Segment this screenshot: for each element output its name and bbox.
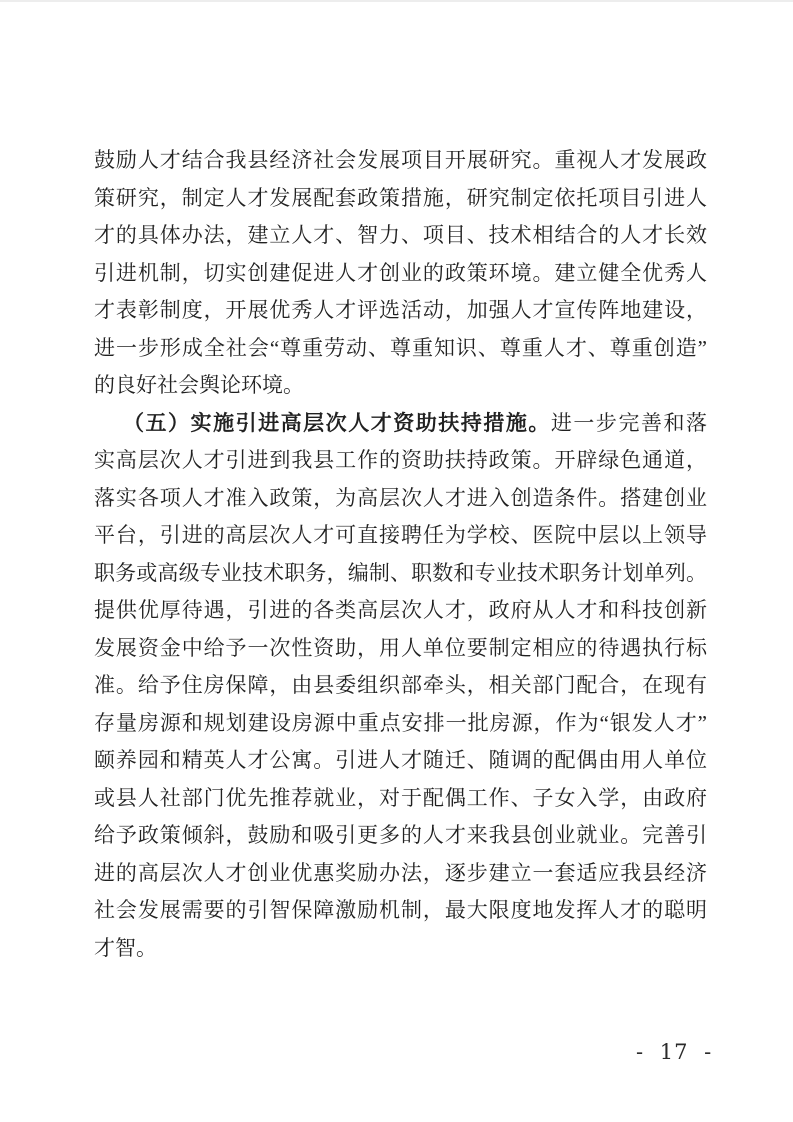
paragraph-line: 准。给予住房保障，由县委组织部牵头，相关部门配合，在现有 (94, 673, 707, 697)
paragraph-last-line: 的良好社会舆论环境。 (94, 373, 304, 397)
scan-edge-artifact (0, 0, 793, 2)
paragraph-line: 落实各项人才准入政策，为高层次人才进入创造条件。搭建创业 (94, 485, 707, 510)
body-text (94, 142, 707, 967)
paragraph-line: 鼓励人才结合我县经济社会发展项目开展研究。重视人才发展政 (94, 148, 707, 172)
paragraph-line: 平台，引进的高层次人才可直接聘任为学校、医院中层以上领导 (94, 523, 707, 547)
paragraph-line: 提供优厚待遇，引进的各类高层次人才，政府从人才和科技创新 (94, 598, 707, 622)
section-heading: （五）实施引进高层次人才资助扶持措施。 (123, 410, 551, 435)
paragraph-line: 职务或高级专业技术职务，编制、职数和专业技术职务计划单列。 (94, 560, 707, 585)
paragraph-line: 社会发展需要的引智保障激励机制，最大限度地发挥人才的聪明 (94, 898, 707, 922)
page-number: - 17 - (636, 1040, 713, 1064)
body-text-run: 进一步完善和落 (550, 410, 708, 435)
paragraph-line: 或县人社部门优先推荐就业，对于配偶工作、子女入学，由政府 (94, 785, 707, 810)
paragraph-line: 实高层次人才引进到我县工作的资助扶持政策。开辟绿色通道， (94, 448, 707, 472)
section-heading-line (94, 405, 707, 443)
paragraph-line: 策研究，制定人才发展配套政策措施，研究制定依托项目引进人 (94, 185, 707, 210)
paragraph-line: 进一步形成全社会“尊重劳动、尊重知识、尊重人才、尊重创造” (94, 335, 707, 360)
paragraph-line: 存量房源和规划建设房源中重点安排一批房源，作为“银发人才” (94, 710, 707, 735)
paragraph-line: 才表彰制度，开展优秀人才评选活动，加强人才宣传阵地建设， (94, 298, 707, 322)
paragraph-line: 才的具体办法，建立人才、智力、项目、技术相结合的人才长效 (94, 223, 707, 247)
paragraph-line: 引进机制，切实创建促进人才创业的政策环境。建立健全优秀人 (94, 260, 707, 285)
paragraph-line: 发展资金中给予一次性资助，用人单位要制定相应的待遇执行标 (94, 635, 707, 660)
paragraph-line: 颐养园和精英人才公寓。引进人才随迁、随调的配偶由用人单位 (94, 748, 707, 772)
paragraph-line: 进的高层次人才创业优惠奖励办法，逐步建立一套适应我县经济 (94, 860, 707, 885)
paragraph-last-line: 才智。 (94, 935, 157, 960)
paragraph-line: 给予政策倾斜，鼓励和吸引更多的人才来我县创业就业。完善引 (94, 823, 707, 847)
